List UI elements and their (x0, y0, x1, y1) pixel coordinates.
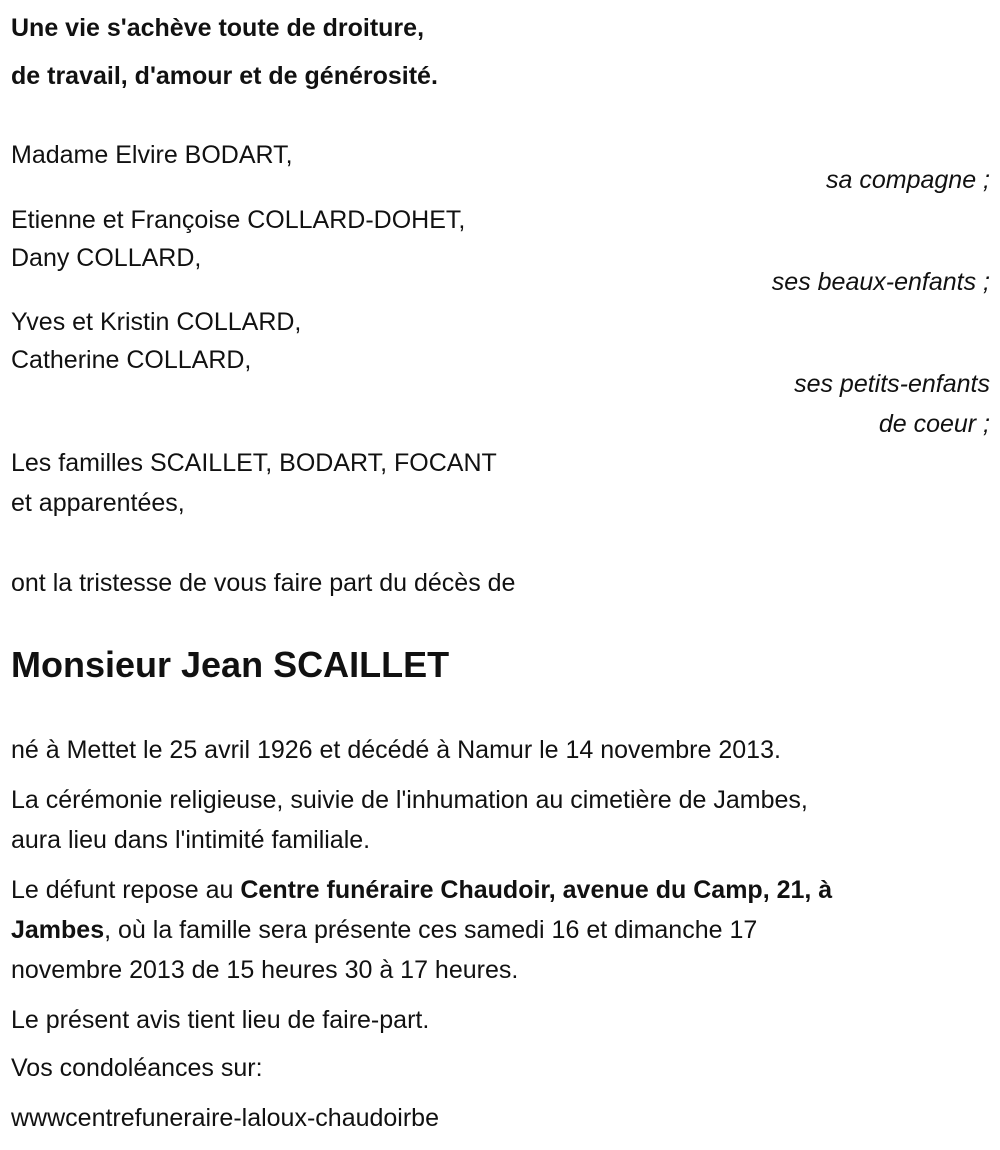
condolences-label: Vos condoléances sur: (11, 1054, 263, 1082)
funeral-home-address: Centre funéraire Chaudoir, avenue du Camp, 21, à (240, 876, 833, 904)
family-relation: ses beaux-enfants ; (771, 268, 990, 296)
family-name: et apparentées, (11, 489, 185, 517)
ceremony-line-1: La cérémonie religieuse, suivie de l'inhumation au cimetière de Jambes, (11, 786, 808, 814)
birth-death: né à Mettet le 25 avril 1926 et décédé à Namur le 14 novembre 2013. (11, 736, 781, 764)
family-relation: ses petits-enfants (794, 370, 990, 398)
family-name: Catherine COLLARD, (11, 346, 252, 374)
deceased-name: Monsieur Jean SCAILLET (11, 644, 450, 685)
motto-line-1: Une vie s'achève toute de droiture, (11, 14, 425, 42)
motto-line-2: de travail, d'amour et de générosité. (11, 62, 438, 90)
family-relation: de coeur ; (878, 410, 990, 438)
family-name: Dany COLLARD, (11, 244, 202, 272)
family-name: Madame Elvire BODART, (11, 141, 293, 169)
repose-suffix: , où la famille sera présente ces samedi 16 et dimanche 17 (104, 916, 758, 944)
notice: Le présent avis tient lieu de faire-part. (11, 1006, 430, 1034)
repose-line-2 (11, 915, 757, 945)
ceremony-line-2: aura lieu dans l'intimité familiale. (11, 826, 371, 854)
repose-line-3: novembre 2013 de 15 heures 30 à 17 heures. (11, 956, 519, 984)
repose-line-1 (11, 875, 832, 905)
family-name: Etienne et Françoise COLLARD-DOHET, (11, 206, 466, 234)
family-relation: sa compagne ; (826, 166, 990, 194)
condolences-website[interactable]: wwwcentrefuneraire-laloux-chaudoirbe (11, 1104, 439, 1132)
family-name: Les familles SCAILLET, BODART, FOCANT (11, 449, 497, 477)
announcement: ont la tristesse de vous faire part du décès de (11, 569, 516, 597)
funeral-home-city: Jambes (11, 916, 105, 944)
repose-prefix: Le défunt repose au (11, 876, 241, 904)
family-name: Yves et Kristin COLLARD, (11, 308, 302, 336)
